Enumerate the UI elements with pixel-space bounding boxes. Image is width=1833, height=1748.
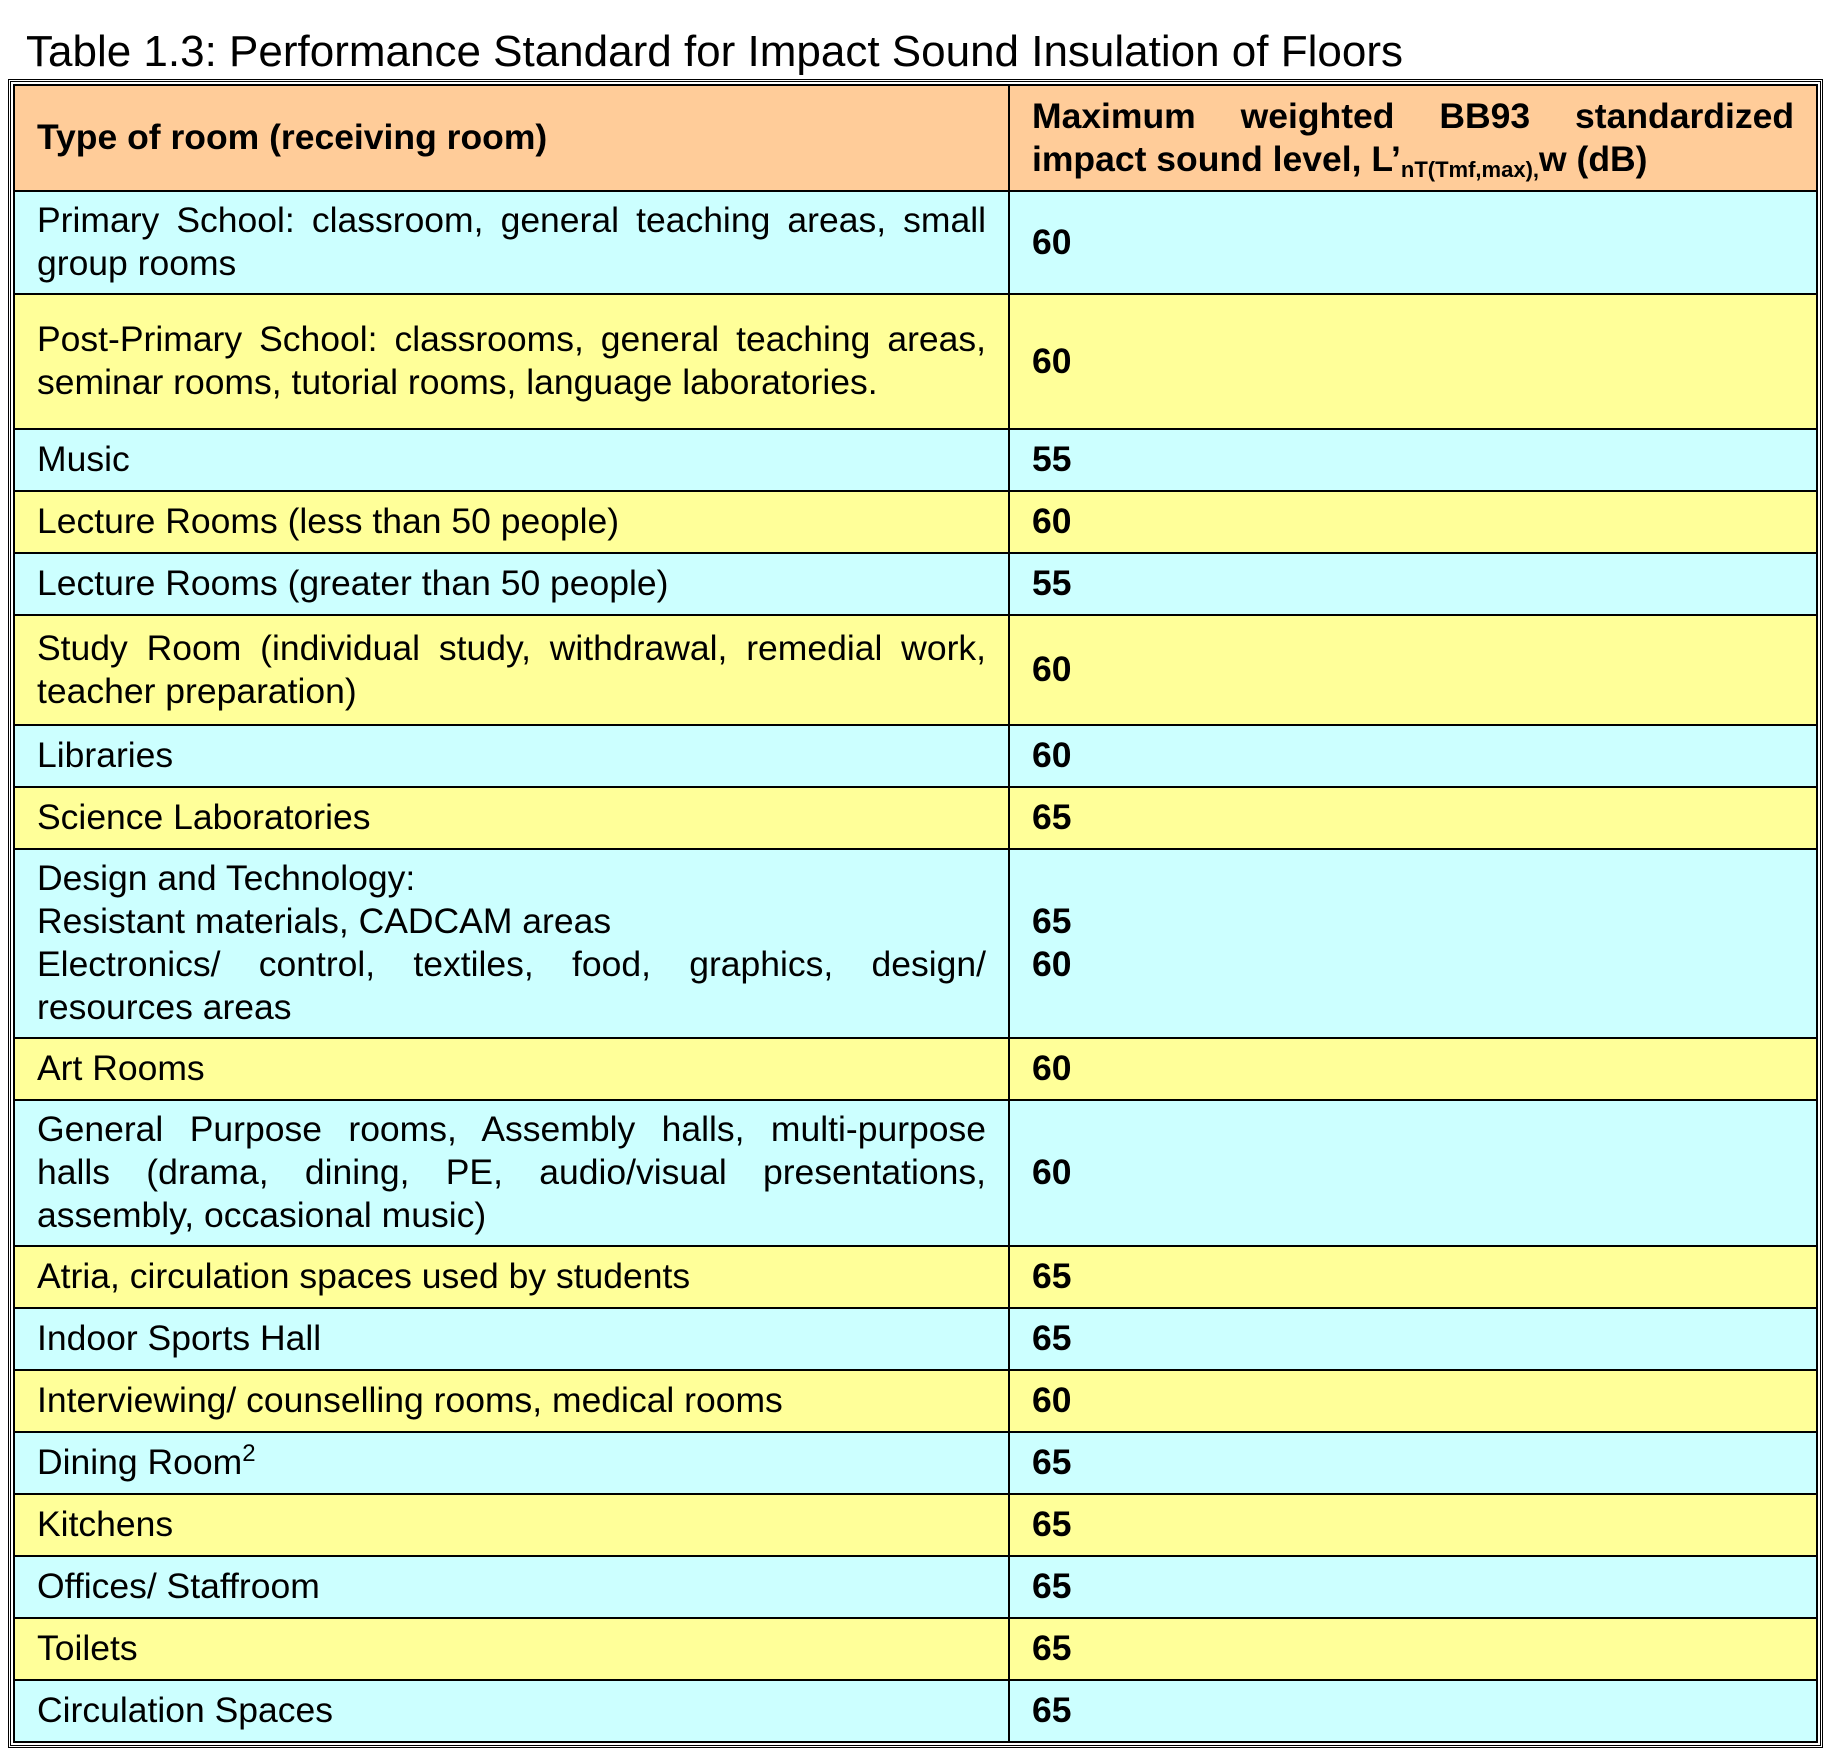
room-cell: Kitchens	[14, 1494, 1009, 1556]
table-row	[14, 191, 1817, 294]
value-cell: 65	[1009, 1246, 1817, 1308]
value-cell: 65	[1009, 1618, 1817, 1680]
table-row	[14, 1680, 1817, 1742]
room-cell: Art Rooms	[14, 1038, 1009, 1100]
footnote-marker: 2	[242, 1440, 256, 1467]
table-row	[14, 1370, 1817, 1432]
table-row	[14, 294, 1817, 429]
room-cell: General Purpose rooms, Assembly halls, multi-purpose halls (drama, dining, PE, audio/visual presentations, assembly, occasional music)	[14, 1100, 1009, 1246]
value-cell: 65	[1009, 1556, 1817, 1618]
table-row	[14, 1618, 1817, 1680]
room-heading: Design and Technology:	[37, 858, 416, 898]
room-cell: Atria, circulation spaces used by students	[14, 1246, 1009, 1308]
table-row	[14, 429, 1817, 491]
value-cell: 60	[1009, 1038, 1817, 1100]
header-max-level-subscript: nT(Tmf,max),	[1400, 156, 1540, 182]
value-cell: 60	[1009, 294, 1817, 429]
room-cell: Offices/ Staffroom	[14, 1556, 1009, 1618]
room-cell: Study Room (individual study, withdrawal, remedial work, teacher preparation)	[14, 615, 1009, 725]
room-cell	[14, 1432, 1009, 1494]
room-cell: Post-Primary School: classrooms, general teaching areas, seminar rooms, tutorial rooms, language laboratories.	[14, 294, 1009, 429]
value-cell: 65	[1009, 1432, 1817, 1494]
value-cell: 65	[1009, 1308, 1817, 1370]
table-caption: Table 1.3: Performance Standard for Impact Sound Insulation of Floors	[26, 27, 1403, 76]
table-row	[14, 725, 1817, 787]
value-cell	[1009, 849, 1817, 1038]
table-row	[14, 1494, 1817, 1556]
value-cell: 55	[1009, 553, 1817, 615]
room-cell: Lecture Rooms (greater than 50 people)	[14, 553, 1009, 615]
table-row	[14, 1556, 1817, 1618]
room-cell: Interviewing/ counselling rooms, medical rooms	[14, 1370, 1009, 1432]
header-row	[14, 85, 1817, 191]
table-row	[14, 787, 1817, 849]
room-text: Dining Room	[37, 1442, 243, 1482]
table-row	[14, 1432, 1817, 1494]
impact-sound-table	[13, 84, 1818, 1743]
table-row	[14, 491, 1817, 553]
room-cell: Circulation Spaces	[14, 1680, 1009, 1742]
table-row	[14, 1038, 1817, 1100]
table-row	[14, 1100, 1817, 1246]
room-cell: Music	[14, 429, 1009, 491]
room-cell: Primary School: classroom, general teaching areas, small group rooms	[14, 191, 1009, 294]
room-cell: Indoor Sports Hall	[14, 1308, 1009, 1370]
room-subline: Electronics/ control, textiles, food, graphics, design/ resources areas	[37, 944, 986, 1027]
value-cell: 60	[1009, 615, 1817, 725]
table-frame	[8, 79, 1823, 1748]
header-room-type: Type of room (receiving room)	[14, 85, 1009, 191]
room-cell: Science Laboratories	[14, 787, 1009, 849]
room-cell: Libraries	[14, 725, 1009, 787]
table-row	[14, 1246, 1817, 1308]
value-cell: 65	[1009, 787, 1817, 849]
value-cell: 65	[1009, 1494, 1817, 1556]
table-row	[14, 849, 1817, 1038]
value-cell: 60	[1009, 725, 1817, 787]
header-max-level-main: Maximum weighted BB93 standardized impact sound level, L’	[1032, 95, 1794, 179]
header-max-level-tail: w (dB)	[1539, 138, 1648, 179]
value-cell: 60	[1009, 1370, 1817, 1432]
table-row	[14, 1308, 1817, 1370]
value-cell: 60	[1009, 191, 1817, 294]
room-subline: Resistant materials, CADCAM areas	[37, 901, 612, 941]
value-line: 65	[1032, 901, 1072, 941]
table-row	[14, 615, 1817, 725]
header-max-level	[1009, 85, 1817, 191]
value-line: 60	[1032, 944, 1072, 984]
value-cell: 60	[1009, 1100, 1817, 1246]
value-cell: 55	[1009, 429, 1817, 491]
room-cell	[14, 849, 1009, 1038]
table-row	[14, 553, 1817, 615]
value-cell: 65	[1009, 1680, 1817, 1742]
value-cell: 60	[1009, 491, 1817, 553]
room-cell: Toilets	[14, 1618, 1009, 1680]
room-cell: Lecture Rooms (less than 50 people)	[14, 491, 1009, 553]
